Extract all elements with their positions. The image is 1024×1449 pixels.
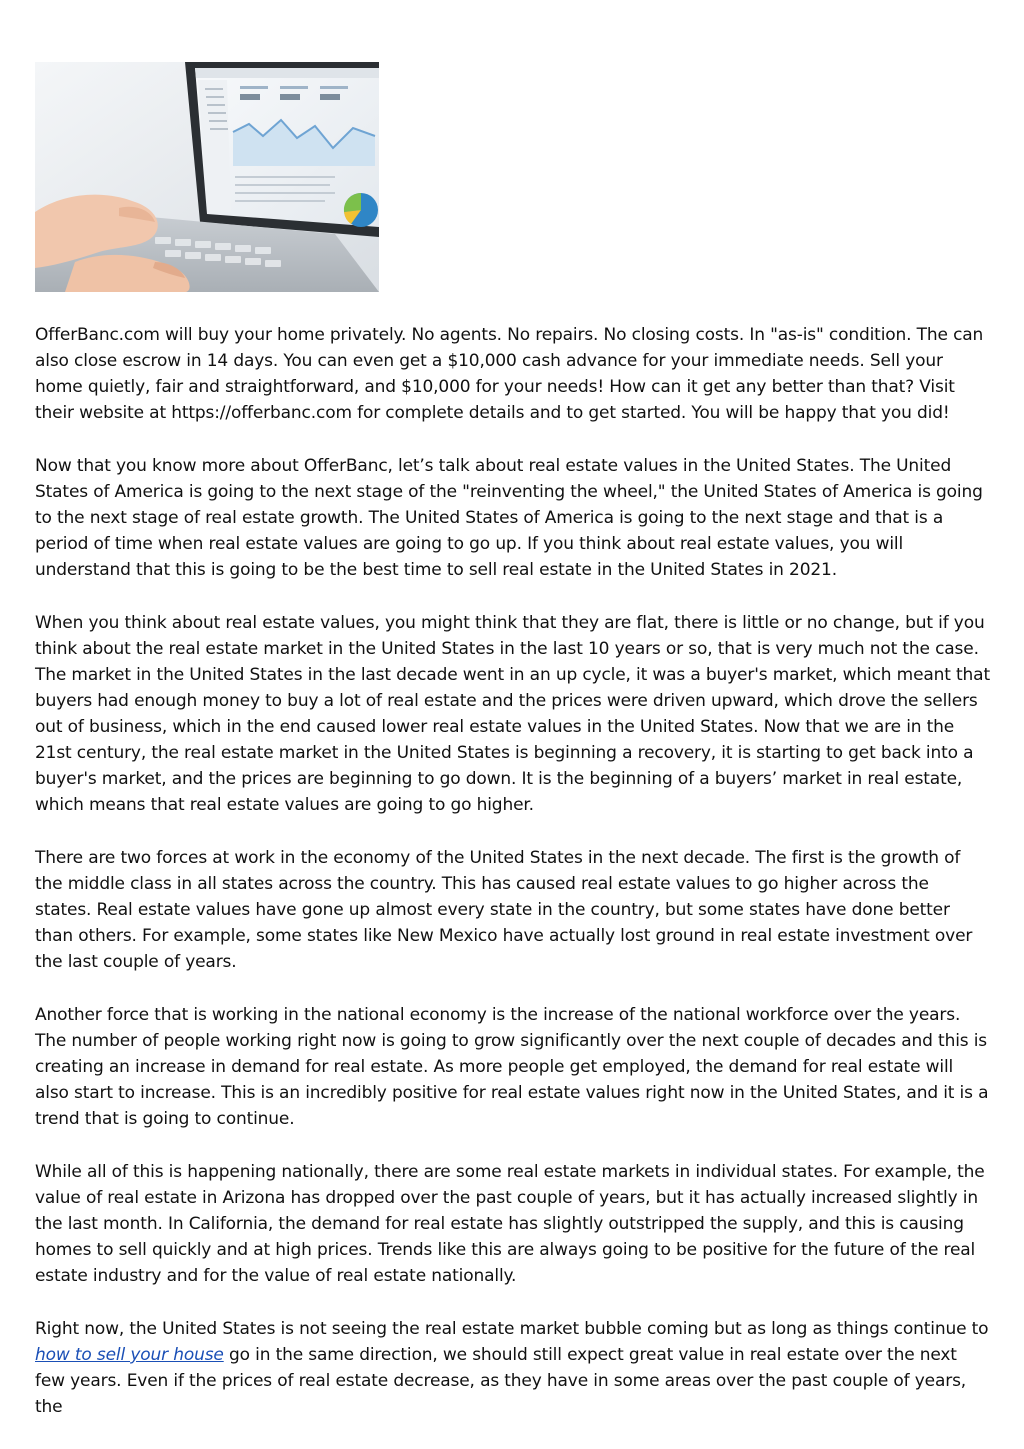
- paragraph-market-decade: When you think about real estate values, you might think that they are flat, there is little or no change, but if you think about the real estate market in the United States in the last 10 years or so, that is very much not the case. The market in the United States in the last decade went in an up cycle, it was a buyer's market, which meant that buyers had enough money to buy a lot of real estate and the prices were driven upward, which drove the sellers out of business, which in the end caused lower real estate values in the United States. Now that we are in the 21st century, the real estate market in the United States is beginning a recovery, it is starting to get back into a buyer's market, and the prices are beginning to go down. It is the beginning of a buyers’ market in real estate, which means that real estate values are going to go higher.: [35, 613, 990, 815]
- article-body: [35, 322, 990, 1447]
- paragraph-outlook-text-start: Right now, the United States is not seeing the real estate market bubble coming but as long as things continue to: [35, 1319, 989, 1339]
- sell-your-house-link[interactable]: how to sell your house: [35, 1345, 224, 1365]
- paragraph-state-markets: While all of this is happening nationally, there are some real estate markets in individual states. For example, the value of real estate in Arizona has dropped over the past couple of years, but it has actually increased slightly in the last month. In California, the demand for real estate has slightly outstripped the supply, and this is causing homes to sell quickly and at high prices. Trends like this are always going to be positive for the future of the real estate industry and for the value of real estate nationally.: [35, 1162, 985, 1286]
- paragraph-offerbanc-intro: OfferBanc.com will buy your home privately. No agents. No repairs. No closing costs. In "as-is" condition. The can also close escrow in 14 days. You can even get a $10,000 cash advance for your immediate needs. Sell your home quietly, fair and straightforward, and $10,000 for your needs! How can it get any better than that? Visit their website at https://offerbanc.com for complete details and to get started. You will be happy that you did!: [35, 325, 984, 423]
- paragraph-outlook-text-end: go in the same direction, we should still expect great value in real estate over the next few years. Even if the prices of real estate decrease, as they have in some areas over the past couple of years, the: [35, 1345, 967, 1417]
- paragraph-outlook: [35, 1316, 990, 1420]
- paragraph-two-forces: There are two forces at work in the economy of the United States in the next decade. The first is the growth of the middle class in all states across the country. This has caused real estate values to go higher across the states. Real estate values have gone up almost every state in the country, but some states have done better than others. For example, some states like New Mexico have actually lost ground in real estate investment over the last couple of years.: [35, 848, 973, 972]
- paragraph-us-real-estate-values: Now that you know more about OfferBanc, let’s talk about real estate values in the United States. The United States of America is going to the next stage of the "reinventing the wheel," the United States of America is going to the next stage of real estate growth. The United States of America is going to the next stage and that is a period of time when real estate values are going to go up. If you think about real estate values, you will understand that this is going to be the best time to sell real estate in the United States in 2021.: [35, 456, 983, 580]
- paragraph-workforce: Another force that is working in the national economy is the increase of the national workforce over the years. The number of people working right now is going to grow significantly over the next couple of decades and this is creating an increase in demand for real estate. As more people get employed, the demand for real estate will also start to increase. This is an incredibly positive for real estate values right now in the United States, and it is a trend that is going to continue.: [35, 1005, 989, 1129]
- laptop-analytics-photo: [35, 62, 379, 292]
